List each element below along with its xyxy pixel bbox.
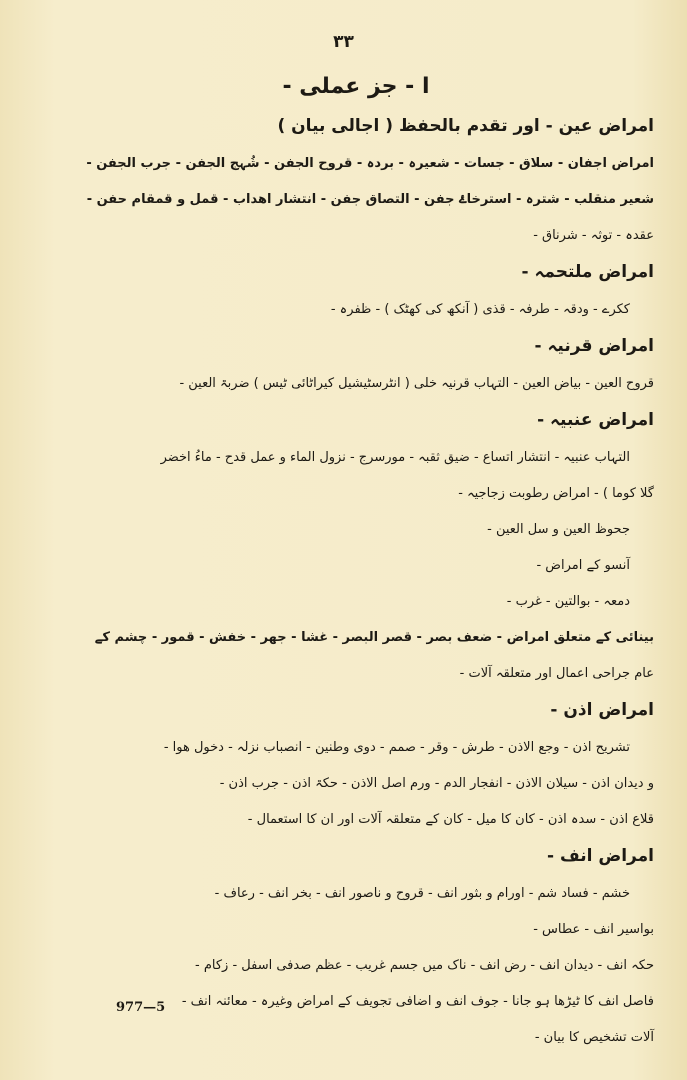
paragraph: شعیر منقلب - شترہ - استرخاۓ جفن - التصاق جفن - انتشار اھداب - قمل و قمقام حفن - — [86, 192, 654, 207]
paragraph: دمعہ - بوالتین - غرب - — [506, 594, 630, 609]
paragraph: بینائی کے متعلق امراض - ضعف بصر - قصر البصر - غشا - جھر - خفش - قمور - چشم کے — [94, 630, 654, 645]
paragraph: التہاب عنبیہ - انتشار اتساع - ضیق ثقبہ - مورسرج - نزول الماء و عمل قدح - ماءُ اخضر — [160, 450, 630, 465]
signature-code: 977—5 — [116, 1000, 166, 1015]
section-heading: امراض اذن - — [550, 700, 654, 720]
section-heading: امراض انف - — [547, 846, 654, 866]
paragraph: امراض اجفان - سلاق - جسات - شعیرہ - بردہ - قروح الجفن - شُہج الجفن - جرب الجفن - — [86, 156, 654, 171]
page-content — [58, 70, 654, 1059]
page-number: ۳۳ — [333, 32, 354, 52]
section-heading: امراض عین - اور تقدم بالحفظ ( اجالی بیان ) — [277, 116, 654, 136]
paragraph: خشم - فساد شم - اورام و بثور انف - قروح و ناصور انف - بخر انف - رعاف - — [214, 886, 630, 901]
paragraph: ککرے - ودقہ - طرفہ - قذی ( آنکھ کی کھٹک ) - ظفرہ - — [330, 302, 630, 317]
section-ear — [58, 697, 654, 835]
section-uvea — [58, 407, 654, 689]
section-heading: امراض عنبیہ - — [537, 410, 654, 430]
paragraph: گلا کوما ) - امراض رطوبت زجاجیہ - — [458, 486, 654, 501]
section-eye-diseases — [58, 113, 654, 251]
section-nose — [58, 843, 654, 1053]
section-heading: امراض ملتحمہ - — [521, 262, 654, 282]
paragraph: عقدہ - توثہ - شرناق - — [533, 228, 654, 243]
paragraph: بواسیر انف - عطاس - — [533, 922, 654, 937]
paragraph: فاصل انف کا ٹیڑھا ہو جانا - جوف انف و اضافی تجویف کے امراض وغیرہ - معائنہ انف - — [181, 994, 654, 1009]
paragraph: جحوظ العین و سل العین - — [487, 522, 630, 537]
paragraph: آلات تشخیص کا بیان - — [534, 1030, 654, 1045]
paragraph: قلاع اذن - سدہ اذن - کان کا میل - کان کے متعلقہ آلات اور ان کا استعمال - — [247, 812, 654, 827]
paragraph: تشریح اذن - وجع الاذن - طرش - وقر - صمم - دوی وطنین - انصباب نزلہ - دخول ھوا - — [163, 740, 630, 755]
paragraph: حکہ انف - دیدان انف - رض انف - ناک میں جسم غریب - عظم صدفی اسفل - زکام - — [195, 958, 654, 973]
paragraph: آنسو کے امراض - — [536, 558, 630, 573]
paragraph: و دیدان اذن - سیلان الاذن - انفجار الدم - ورم اصل الاذن - حکۃ اذن - جرب اذن - — [219, 776, 654, 791]
section-conjunctiva — [58, 259, 654, 325]
paragraph: قروح العین - بیاض العین - التہاب قرنیہ خلی ( انٹرسٹیشیل کیراٹائی ٹیس ) ضربۃ العین - — [179, 376, 654, 391]
section-cornea — [58, 333, 654, 399]
paragraph: عام جراحی اعمال اور متعلقہ آلات - — [459, 666, 654, 681]
part-title: ا - جز عملی - — [282, 74, 430, 99]
section-heading: امراض قرنیہ - — [534, 336, 654, 356]
